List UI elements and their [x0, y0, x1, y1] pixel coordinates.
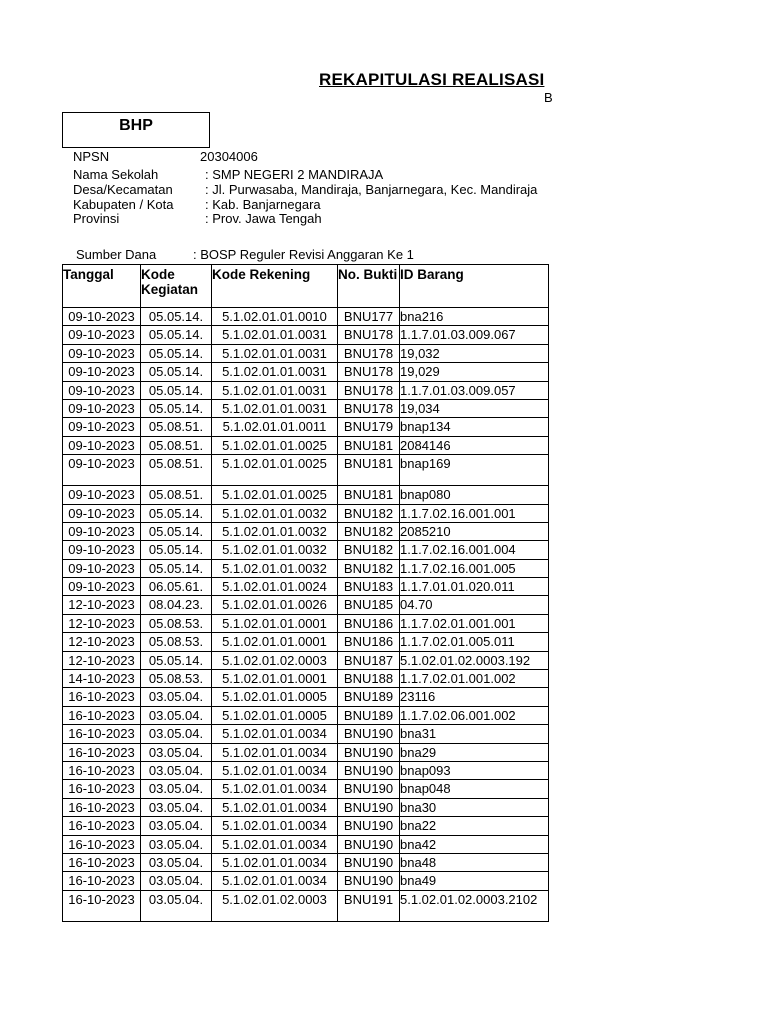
- no-bukti-cell: BNU182: [338, 541, 400, 559]
- table-body: [63, 308, 549, 922]
- kode-rekening-cell: 5.1.02.01.01.0001: [212, 614, 338, 632]
- kode-kegiatan-cell: 05.05.14.: [141, 559, 212, 577]
- tanggal-cell: 16-10-2023: [63, 761, 141, 779]
- tanggal-cell: 16-10-2023: [63, 743, 141, 761]
- kode-kegiatan-cell: 03.05.04.: [141, 688, 212, 706]
- id-barang-cell: bna48: [400, 853, 549, 871]
- tanggal-cell: 09-10-2023: [63, 455, 141, 486]
- kode-rekening-cell: 5.1.02.01.01.0032: [212, 559, 338, 577]
- table-row: [63, 890, 549, 921]
- kode-rekening-cell: 5.1.02.01.01.0001: [212, 670, 338, 688]
- kode-kegiatan-cell: 05.05.14.: [141, 504, 212, 522]
- table-row: [63, 455, 549, 486]
- no-bukti-cell: BNU181: [338, 486, 400, 504]
- kabupaten-value: : Kab. Banjarnegara: [205, 197, 321, 212]
- id-barang-cell: 19,034: [400, 399, 549, 417]
- no-bukti-cell: BNU191: [338, 890, 400, 921]
- id-barang-cell: 23116: [400, 688, 549, 706]
- tanggal-cell: 16-10-2023: [63, 872, 141, 890]
- kode-kegiatan-cell: 06.05.61.: [141, 578, 212, 596]
- no-bukti-cell: BNU182: [338, 522, 400, 540]
- table-row: [63, 835, 549, 853]
- kode-rekening-cell: 5.1.02.01.01.0005: [212, 688, 338, 706]
- kode-rekening-cell: 5.1.02.01.02.0003: [212, 651, 338, 669]
- tanggal-cell: 09-10-2023: [63, 399, 141, 417]
- no-bukti-cell: BNU190: [338, 761, 400, 779]
- header-no-bukti: No. Bukti: [338, 265, 400, 308]
- kode-rekening-cell: 5.1.02.01.01.0031: [212, 399, 338, 417]
- tanggal-cell: 12-10-2023: [63, 596, 141, 614]
- kode-kegiatan-cell: 05.05.14.: [141, 651, 212, 669]
- table-row: [63, 633, 549, 651]
- kode-kegiatan-cell: 05.08.51.: [141, 486, 212, 504]
- tanggal-cell: 09-10-2023: [63, 418, 141, 436]
- id-barang-cell: 1.1.7.02.16.001.004: [400, 541, 549, 559]
- kode-kegiatan-cell: 05.05.14.: [141, 308, 212, 326]
- kode-kegiatan-cell: 03.05.04.: [141, 725, 212, 743]
- table-row: [63, 326, 549, 344]
- desa-kecamatan-value: : Jl. Purwasaba, Mandiraja, Banjarnegara, Kec. Mandiraja: [205, 182, 538, 197]
- table-row: [63, 798, 549, 816]
- kode-rekening-cell: 5.1.02.01.01.0034: [212, 725, 338, 743]
- id-barang-cell: 19,029: [400, 363, 549, 381]
- kode-rekening-cell: 5.1.02.01.01.0034: [212, 780, 338, 798]
- kode-rekening-cell: 5.1.02.01.01.0010: [212, 308, 338, 326]
- kode-rekening-cell: 5.1.02.01.02.0003: [212, 890, 338, 921]
- kode-rekening-cell: 5.1.02.01.01.0011: [212, 418, 338, 436]
- table-row: [63, 363, 549, 381]
- kode-rekening-cell: 5.1.02.01.01.0025: [212, 486, 338, 504]
- kode-rekening-cell: 5.1.02.01.01.0024: [212, 578, 338, 596]
- table-row: [63, 486, 549, 504]
- kode-kegiatan-cell: 03.05.04.: [141, 872, 212, 890]
- kode-kegiatan-cell: 05.05.14.: [141, 399, 212, 417]
- sumber-dana-value: : BOSP Reguler Revisi Anggaran Ke 1: [193, 247, 414, 262]
- provinsi-value: : Prov. Jawa Tengah: [205, 211, 322, 226]
- id-barang-cell: 2084146: [400, 436, 549, 454]
- kode-rekening-cell: 5.1.02.01.01.0034: [212, 835, 338, 853]
- header-kode-rekening: Kode Rekening: [212, 265, 338, 308]
- kode-rekening-cell: 5.1.02.01.01.0025: [212, 436, 338, 454]
- npsn-label: NPSN: [73, 149, 110, 164]
- kode-rekening-cell: 5.1.02.01.01.0005: [212, 706, 338, 724]
- id-barang-cell: 1.1.7.02.01.001.002: [400, 670, 549, 688]
- no-bukti-cell: BNU189: [338, 706, 400, 724]
- tanggal-cell: 12-10-2023: [63, 651, 141, 669]
- tanggal-cell: 09-10-2023: [63, 344, 141, 362]
- tanggal-cell: 16-10-2023: [63, 835, 141, 853]
- id-barang-cell: bna29: [400, 743, 549, 761]
- table-row: [63, 559, 549, 577]
- kode-kegiatan-cell: 05.08.53.: [141, 633, 212, 651]
- kode-kegiatan-cell: 03.05.04.: [141, 835, 212, 853]
- table-row: [63, 853, 549, 871]
- id-barang-cell: 1.1.7.01.03.009.067: [400, 326, 549, 344]
- category-label: BHP: [119, 117, 153, 134]
- tanggal-cell: 16-10-2023: [63, 890, 141, 921]
- no-bukti-cell: BNU188: [338, 670, 400, 688]
- tanggal-cell: 09-10-2023: [63, 578, 141, 596]
- kode-kegiatan-cell: 03.05.04.: [141, 706, 212, 724]
- no-bukti-cell: BNU190: [338, 798, 400, 816]
- tanggal-cell: 12-10-2023: [63, 614, 141, 632]
- tanggal-cell: 09-10-2023: [63, 522, 141, 540]
- id-barang-cell: 1.1.7.02.06.001.002: [400, 706, 549, 724]
- table-row: [63, 418, 549, 436]
- header-kode-kegiatan: Kode Kegiatan: [141, 265, 212, 308]
- no-bukti-cell: BNU190: [338, 743, 400, 761]
- kode-kegiatan-cell: 05.05.14.: [141, 344, 212, 362]
- table-row: [63, 614, 549, 632]
- id-barang-cell: 04.70: [400, 596, 549, 614]
- sumber-dana-label: Sumber Dana: [76, 247, 157, 262]
- table-row: [63, 743, 549, 761]
- kode-kegiatan-cell: 03.05.04.: [141, 780, 212, 798]
- tanggal-cell: 14-10-2023: [63, 670, 141, 688]
- id-barang-cell: 5.1.02.01.02.0003.2102: [400, 890, 549, 921]
- table-row: [63, 399, 549, 417]
- no-bukti-cell: BNU190: [338, 817, 400, 835]
- kode-kegiatan-cell: 05.08.51.: [141, 418, 212, 436]
- kode-kegiatan-cell: 05.05.14.: [141, 522, 212, 540]
- table-row: [63, 817, 549, 835]
- id-barang-cell: 1.1.7.01.03.009.057: [400, 381, 549, 399]
- npsn-value: 20304006: [200, 149, 258, 164]
- id-barang-cell: bna30: [400, 798, 549, 816]
- kode-kegiatan-cell: 05.08.51.: [141, 436, 212, 454]
- kode-kegiatan-cell: 05.08.53.: [141, 670, 212, 688]
- id-barang-cell: 1.1.7.02.16.001.001: [400, 504, 549, 522]
- table-row: [63, 522, 549, 540]
- table-row: [63, 344, 549, 362]
- table-row: [63, 872, 549, 890]
- no-bukti-cell: BNU182: [338, 504, 400, 522]
- tanggal-cell: 09-10-2023: [63, 486, 141, 504]
- table-header-row: [63, 265, 549, 308]
- no-bukti-cell: BNU190: [338, 853, 400, 871]
- table-row: [63, 578, 549, 596]
- no-bukti-cell: BNU186: [338, 633, 400, 651]
- no-bukti-cell: BNU178: [338, 399, 400, 417]
- header-id-barang: ID Barang: [400, 265, 549, 308]
- id-barang-cell: bna31: [400, 725, 549, 743]
- kode-kegiatan-cell: 03.05.04.: [141, 743, 212, 761]
- table-row: [63, 381, 549, 399]
- no-bukti-cell: BNU178: [338, 363, 400, 381]
- no-bukti-cell: BNU178: [338, 344, 400, 362]
- kode-rekening-cell: 5.1.02.01.01.0034: [212, 761, 338, 779]
- tanggal-cell: 16-10-2023: [63, 853, 141, 871]
- tanggal-cell: 09-10-2023: [63, 326, 141, 344]
- table-row: [63, 504, 549, 522]
- id-barang-cell: bnap093: [400, 761, 549, 779]
- id-barang-cell: bnap134: [400, 418, 549, 436]
- tanggal-cell: 09-10-2023: [63, 436, 141, 454]
- kode-rekening-cell: 5.1.02.01.01.0034: [212, 853, 338, 871]
- no-bukti-cell: BNU185: [338, 596, 400, 614]
- id-barang-cell: 1.1.7.02.16.001.005: [400, 559, 549, 577]
- desa-kecamatan-label: Desa/Kecamatan: [73, 182, 173, 197]
- no-bukti-cell: BNU178: [338, 381, 400, 399]
- tanggal-cell: 16-10-2023: [63, 725, 141, 743]
- kode-rekening-cell: 5.1.02.01.01.0026: [212, 596, 338, 614]
- tanggal-cell: 16-10-2023: [63, 798, 141, 816]
- id-barang-cell: bna216: [400, 308, 549, 326]
- kode-rekening-cell: 5.1.02.01.01.0001: [212, 633, 338, 651]
- no-bukti-cell: BNU179: [338, 418, 400, 436]
- no-bukti-cell: BNU186: [338, 614, 400, 632]
- kode-kegiatan-cell: 05.05.14.: [141, 326, 212, 344]
- id-barang-cell: bnap080: [400, 486, 549, 504]
- realisasi-table: [62, 264, 549, 922]
- kode-rekening-cell: 5.1.02.01.01.0034: [212, 743, 338, 761]
- kode-rekening-cell: 5.1.02.01.01.0031: [212, 381, 338, 399]
- id-barang-cell: bna22: [400, 817, 549, 835]
- table-row: [63, 308, 549, 326]
- no-bukti-cell: BNU182: [338, 559, 400, 577]
- table-row: [63, 670, 549, 688]
- id-barang-cell: bnap048: [400, 780, 549, 798]
- no-bukti-cell: BNU189: [338, 688, 400, 706]
- kode-kegiatan-cell: 05.05.14.: [141, 541, 212, 559]
- table-row: [63, 780, 549, 798]
- no-bukti-cell: BNU190: [338, 780, 400, 798]
- id-barang-cell: bnap169: [400, 455, 549, 486]
- no-bukti-cell: BNU183: [338, 578, 400, 596]
- subtitle-fragment: B: [544, 90, 553, 105]
- header-tanggal: Tanggal: [63, 265, 141, 308]
- id-barang-cell: 1.1.7.01.01.020.011: [400, 578, 549, 596]
- kode-kegiatan-cell: 03.05.04.: [141, 817, 212, 835]
- tanggal-cell: 12-10-2023: [63, 633, 141, 651]
- kode-kegiatan-cell: 03.05.04.: [141, 761, 212, 779]
- table-row: [63, 541, 549, 559]
- kode-kegiatan-cell: 05.08.53.: [141, 614, 212, 632]
- kabupaten-label: Kabupaten / Kota: [73, 197, 174, 212]
- tanggal-cell: 09-10-2023: [63, 363, 141, 381]
- no-bukti-cell: BNU181: [338, 436, 400, 454]
- kode-rekening-cell: 5.1.02.01.01.0032: [212, 522, 338, 540]
- tanggal-cell: 16-10-2023: [63, 817, 141, 835]
- tanggal-cell: 16-10-2023: [63, 706, 141, 724]
- no-bukti-cell: BNU190: [338, 725, 400, 743]
- no-bukti-cell: BNU190: [338, 872, 400, 890]
- kode-rekening-cell: 5.1.02.01.01.0034: [212, 872, 338, 890]
- no-bukti-cell: BNU181: [338, 455, 400, 486]
- category-box: [62, 112, 210, 148]
- nama-sekolah-value: : SMP NEGERI 2 MANDIRAJA: [205, 167, 384, 182]
- id-barang-cell: 1.1.7.02.01.001.001: [400, 614, 549, 632]
- tanggal-cell: 09-10-2023: [63, 381, 141, 399]
- kode-rekening-cell: 5.1.02.01.01.0025: [212, 455, 338, 486]
- no-bukti-cell: BNU190: [338, 835, 400, 853]
- kode-kegiatan-cell: 08.04.23.: [141, 596, 212, 614]
- kode-kegiatan-cell: 05.05.14.: [141, 381, 212, 399]
- table-row: [63, 596, 549, 614]
- provinsi-label: Provinsi: [73, 211, 120, 226]
- no-bukti-cell: BNU178: [338, 326, 400, 344]
- id-barang-cell: 5.1.02.01.02.0003.192: [400, 651, 549, 669]
- tanggal-cell: 09-10-2023: [63, 559, 141, 577]
- id-barang-cell: 19,032: [400, 344, 549, 362]
- tanggal-cell: 16-10-2023: [63, 688, 141, 706]
- kode-rekening-cell: 5.1.02.01.01.0031: [212, 344, 338, 362]
- id-barang-cell: bna49: [400, 872, 549, 890]
- id-barang-cell: 2085210: [400, 522, 549, 540]
- kode-rekening-cell: 5.1.02.01.01.0034: [212, 798, 338, 816]
- kode-kegiatan-cell: 03.05.04.: [141, 890, 212, 921]
- tanggal-cell: 16-10-2023: [63, 780, 141, 798]
- table-row: [63, 725, 549, 743]
- tanggal-cell: 09-10-2023: [63, 541, 141, 559]
- nama-sekolah-label: Nama Sekolah: [73, 167, 159, 182]
- kode-kegiatan-cell: 03.05.04.: [141, 798, 212, 816]
- table-row: [63, 651, 549, 669]
- kode-rekening-cell: 5.1.02.01.01.0032: [212, 541, 338, 559]
- kode-rekening-cell: 5.1.02.01.01.0032: [212, 504, 338, 522]
- no-bukti-cell: BNU187: [338, 651, 400, 669]
- document-title: REKAPITULASI REALISASI: [319, 70, 545, 89]
- table-row: [63, 436, 549, 454]
- id-barang-cell: bna42: [400, 835, 549, 853]
- kode-rekening-cell: 5.1.02.01.01.0031: [212, 326, 338, 344]
- table-row: [63, 688, 549, 706]
- table-row: [63, 706, 549, 724]
- kode-kegiatan-cell: 05.08.51.: [141, 455, 212, 486]
- kode-kegiatan-cell: 05.05.14.: [141, 363, 212, 381]
- tanggal-cell: 09-10-2023: [63, 308, 141, 326]
- id-barang-cell: 1.1.7.02.01.005.011: [400, 633, 549, 651]
- table-row: [63, 761, 549, 779]
- kode-rekening-cell: 5.1.02.01.01.0034: [212, 817, 338, 835]
- kode-kegiatan-cell: 03.05.04.: [141, 853, 212, 871]
- kode-rekening-cell: 5.1.02.01.01.0031: [212, 363, 338, 381]
- no-bukti-cell: BNU177: [338, 308, 400, 326]
- tanggal-cell: 09-10-2023: [63, 504, 141, 522]
